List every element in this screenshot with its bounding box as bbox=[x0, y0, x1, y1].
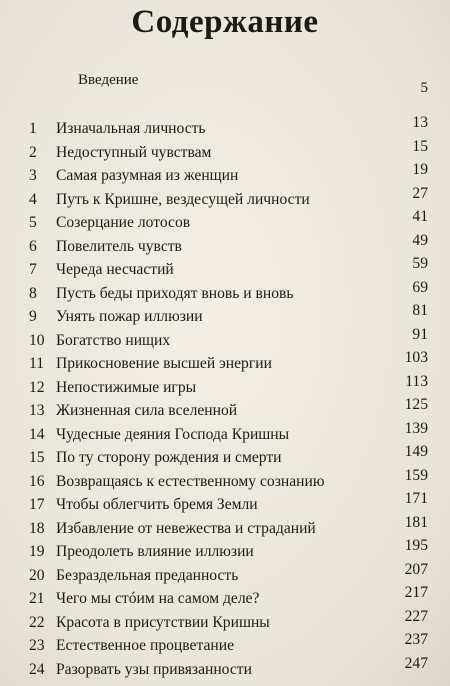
chapter-page-number: 13 bbox=[412, 114, 428, 131]
chapter-number: 8 bbox=[29, 284, 37, 302]
page-title: Содержание bbox=[131, 4, 319, 40]
chapter-page-number: 195 bbox=[404, 537, 428, 554]
toc-entry bbox=[0, 608, 450, 632]
chapter-title: Чудесные деяния Господа Кришны bbox=[56, 425, 290, 443]
toc-entry bbox=[0, 490, 450, 514]
chapter-title: Прикосновение высшей энергии bbox=[56, 355, 272, 372]
chapter-title: Преодолеть влияние иллюзии bbox=[56, 543, 254, 560]
toc-entry bbox=[0, 302, 450, 326]
chapter-page-number: 139 bbox=[404, 419, 428, 437]
chapter-number: 4 bbox=[29, 190, 37, 208]
chapter-number: 16 bbox=[29, 472, 45, 490]
chapter-title: Красота в присутствии Кришны bbox=[56, 613, 270, 631]
toc-entry bbox=[0, 514, 450, 538]
chapter-page-number: 59 bbox=[412, 255, 428, 272]
intro-title: Введение bbox=[78, 72, 139, 88]
toc-entry bbox=[0, 467, 450, 491]
toc-entry bbox=[0, 655, 450, 679]
chapter-page-number: 69 bbox=[412, 278, 428, 296]
chapter-page-number: 91 bbox=[412, 325, 428, 343]
chapter-number: 17 bbox=[29, 496, 45, 513]
intro-entry bbox=[78, 72, 428, 96]
chapter-number: 9 bbox=[29, 308, 37, 325]
chapter-number: 1 bbox=[29, 120, 37, 137]
chapter-page-number: 81 bbox=[412, 302, 428, 319]
toc-entry bbox=[0, 561, 450, 585]
chapter-title: Самая разумная из женщин bbox=[56, 167, 239, 184]
chapter-page-number: 27 bbox=[412, 184, 428, 202]
chapter-page-number: 15 bbox=[412, 137, 428, 155]
chapter-page-number: 171 bbox=[404, 490, 428, 507]
chapter-number: 5 bbox=[29, 214, 37, 231]
toc-entry bbox=[0, 396, 450, 420]
chapter-title: Созерцание лотосов bbox=[56, 214, 191, 231]
chapter-page-number: 19 bbox=[412, 161, 428, 178]
chapter-page-number: 227 bbox=[404, 607, 428, 625]
chapter-title: Череда несчастий bbox=[56, 261, 174, 278]
toc-entry bbox=[0, 326, 450, 350]
chapter-number: 6 bbox=[29, 237, 37, 255]
chapter-number: 15 bbox=[29, 449, 45, 466]
chapter-title: Унять пожар иллюзии bbox=[56, 308, 203, 325]
toc-entry bbox=[0, 138, 450, 162]
chapter-number: 12 bbox=[29, 378, 45, 396]
chapter-title: Непостижимые игры bbox=[56, 378, 197, 396]
chapter-number: 19 bbox=[29, 543, 45, 560]
chapter-title: Пусть беды приходят вновь и вновь bbox=[56, 284, 294, 302]
chapter-number: 20 bbox=[29, 566, 45, 584]
toc-entry bbox=[0, 537, 450, 561]
toc-entry bbox=[0, 584, 450, 608]
toc-entry bbox=[0, 185, 450, 209]
chapter-number: 7 bbox=[29, 261, 37, 278]
chapter-number: 21 bbox=[29, 590, 45, 607]
chapter-title: Жизненная сила вселенной bbox=[56, 402, 238, 419]
toc-entry bbox=[0, 161, 450, 185]
chapter-page-number: 159 bbox=[404, 466, 428, 484]
chapter-title: Чтобы облегчить бремя Земли bbox=[56, 496, 258, 513]
chapter-number: 3 bbox=[29, 167, 37, 184]
chapter-title: Повелитель чувств bbox=[56, 237, 182, 255]
chapter-title: Разорвать узы привязанности bbox=[56, 660, 252, 678]
table-of-contents bbox=[0, 114, 450, 678]
chapter-number: 18 bbox=[29, 519, 45, 537]
chapter-page-number: 247 bbox=[404, 654, 428, 672]
chapter-page-number: 49 bbox=[412, 231, 428, 249]
intro-page-number: 5 bbox=[420, 80, 428, 96]
chapter-title: Недоступный чувствам bbox=[56, 143, 212, 161]
chapter-number: 2 bbox=[29, 143, 37, 161]
toc-entry bbox=[0, 631, 450, 655]
toc-entry bbox=[0, 373, 450, 397]
chapter-title: Изначальная личность bbox=[56, 120, 206, 137]
chapter-number: 22 bbox=[29, 613, 45, 631]
toc-entry bbox=[0, 349, 450, 373]
chapter-title: Естественное процветание bbox=[56, 637, 235, 654]
chapter-page-number: 125 bbox=[404, 396, 428, 413]
chapter-title: По ту сторону рождения и смерти bbox=[56, 449, 282, 466]
chapter-title: Чего мы стóим на самом деле? bbox=[56, 590, 260, 607]
toc-entry bbox=[0, 255, 450, 279]
chapter-number: 11 bbox=[29, 355, 45, 372]
chapter-title: Безраздельная преданность bbox=[56, 566, 239, 584]
chapter-page-number: 217 bbox=[404, 584, 428, 601]
chapter-page-number: 181 bbox=[404, 513, 428, 531]
chapter-number: 23 bbox=[29, 637, 45, 654]
chapter-page-number: 41 bbox=[412, 208, 428, 225]
chapter-number: 10 bbox=[29, 331, 45, 349]
chapter-page-number: 103 bbox=[404, 349, 428, 366]
chapter-number: 13 bbox=[29, 402, 45, 419]
toc-entry bbox=[0, 208, 450, 232]
chapter-page-number: 207 bbox=[404, 560, 428, 578]
toc-entry bbox=[0, 443, 450, 467]
chapter-page-number: 237 bbox=[404, 631, 428, 648]
chapter-title: Богатство нищих bbox=[56, 331, 171, 349]
chapter-number: 24 bbox=[29, 660, 45, 678]
chapter-title: Путь к Кришне, вездесущей личности bbox=[56, 190, 310, 208]
chapter-page-number: 113 bbox=[405, 372, 428, 390]
chapter-title: Возвращаясь к естественному сознанию bbox=[56, 472, 325, 490]
chapter-title: Избавление от невежества и страданий bbox=[56, 519, 316, 537]
toc-entry bbox=[0, 420, 450, 444]
chapter-page-number: 149 bbox=[404, 443, 428, 460]
chapter-number: 14 bbox=[29, 425, 45, 443]
toc-entry bbox=[0, 114, 450, 138]
toc-entry bbox=[0, 279, 450, 303]
toc-entry bbox=[0, 232, 450, 256]
